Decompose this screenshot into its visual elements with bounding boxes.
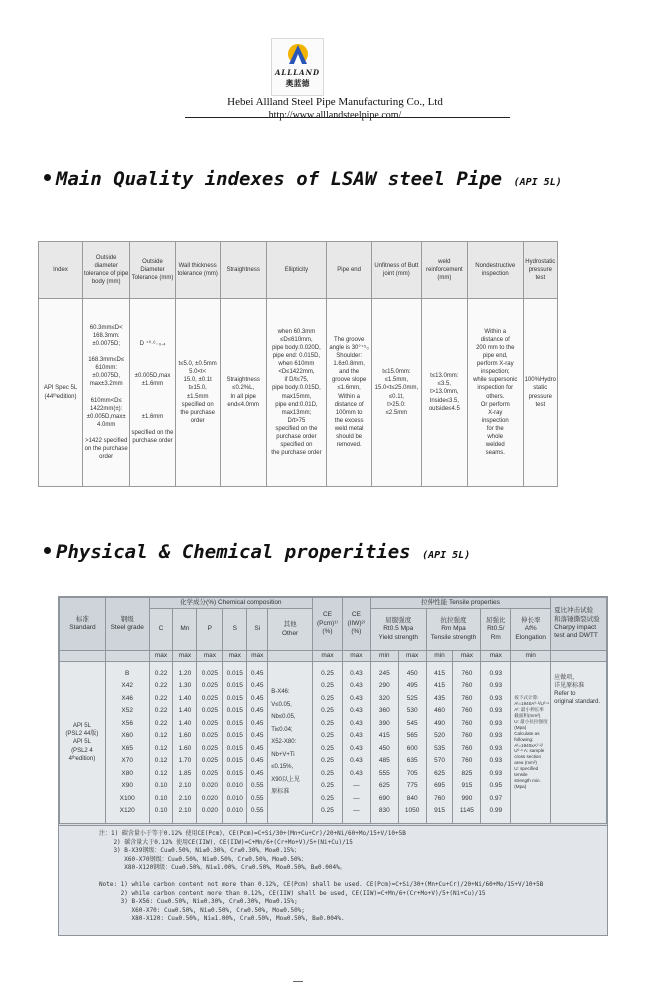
table1-cell: 100%Hydro static pressure test — [523, 299, 557, 487]
table2-group-chemical: 化学成分(%) Chemical composition — [149, 598, 312, 609]
s-column: 0.015 0.015 0.015 0.015 0.015 0.015 0.015 0.015 0.015 0.010 0.010 0.010 — [223, 662, 247, 824]
table1-header: Outside Diameter Tolerance (mm) — [130, 242, 175, 299]
note-line: X80-X120: Cu≤0.50%, Ni≤1.00%, Cr≤0.50%, Mo≤0.50%, B≤0.004%. — [99, 915, 345, 923]
header-divider — [185, 117, 510, 118]
standard-cell: API 5L (PSL2 44版) API 5L (PSL2 4 4ᵗʰedition) — [60, 662, 106, 824]
impact-cell: 应做项， 详见原标准 Refer to original standard. — [551, 662, 607, 824]
bullet-icon — [44, 174, 51, 181]
limit-label: max — [197, 651, 223, 662]
elongation-cell: 按下式计算: Aᶠ=1940A⁰·²/U⁰·⁹ Aᶠ: 最小伸长率 截面积(mm²) U: 最小抗拉强度 (Mpa) Calculate as following: Aᶠ=1940xA⁰·²/ U⁰·⁹ A: sample cross section area (mm²) U: specified tensile strength min. (Mpa) — [511, 662, 551, 824]
limit-label: max — [398, 651, 426, 662]
c-column: 0.22 0.22 0.22 0.22 0.22 0.12 0.12 0.12 0.12 0.10 0.10 0.10 — [149, 662, 173, 824]
table2-data-row — [60, 662, 607, 824]
table2-header-yield: 屈服强度 Rt0.5 Mpa Yield strength — [370, 609, 426, 651]
table1-header: Straightness — [220, 242, 266, 299]
table1-header: Index — [39, 242, 83, 299]
limit-label: max — [247, 651, 268, 662]
table2-header-elongation: 伸长率 Af% Elongation — [511, 609, 551, 651]
si-column: 0.45 0.45 0.45 0.45 0.45 0.45 0.45 0.45 0.45 0.55 0.55 0.55 — [247, 662, 268, 824]
section-title-text: Physical & Chemical properities — [56, 541, 411, 563]
table2-header-chem: P — [197, 609, 223, 651]
note-line: 2) 碳含量大于0.12% 使用CE(IIW)，CE(IIW)=C+Mn/6+(Cr+Mo+V)/5+(Ni+Cu)/15 — [99, 838, 353, 846]
table2-header-chem: S — [223, 609, 247, 651]
table2-header-ce-iiw: CE (IIW)²⁾ (%) — [342, 598, 370, 651]
company-name: Hebei Allland Steel Pipe Manufacturing Co., Ltd — [227, 96, 443, 108]
logo-mountain-icon — [287, 42, 309, 66]
table1-header: Hydrostatic pressure test — [523, 242, 557, 299]
ratio-column: 0.93 0.93 0.93 0.93 0.93 0.93 0.93 0.93 0.93 0.95 0.97 0.99 — [481, 662, 511, 824]
note-line: Note: 1) while carbon content not more than 0.12%, CE(Pcm) shall be used. CE(Pcm)=C+Si/30+(Mn+Cu+Cr)/20+Ni/60+Mo/15+V/10+5B — [99, 880, 544, 888]
limit-label: max — [453, 651, 481, 662]
note-line: 注：1) 碳含量小于等于0.12% 使用CE(Pcm)，CE(Pcm)=C+Si/30+(Mn+Cu+Cr)/20+Ni/60+Mo/15+V/10+5B — [99, 830, 406, 837]
mn-column: 1.20 1.30 1.40 1.40 1.40 1.60 1.60 1.70 1.85 2.10 2.10 2.10 — [173, 662, 197, 824]
table2-header-ratio: 屈强比 Rt0.5/ Rm — [481, 609, 511, 651]
table2-header-impact: 夏比冲击试验 和落锤撕裂试验 Charpy impact test and DWTT — [551, 598, 607, 651]
ce-pcm-column: 0.25 0.25 0.25 0.25 0.25 0.25 0.25 0.25 0.25 0.25 0.25 0.25 — [313, 662, 343, 824]
limit-label: max — [149, 651, 173, 662]
table1-cell: t≤15.0mm: ≤1.5mm, 15.0<t≤25.0mm, ≤0.1t, t>25.0: ≤2.5mm — [372, 299, 422, 487]
table1-cell: when 60.3mm ≤D≤610mm, pipe body:0.020D, pipe end: 0.015D, when 610mm <D≤1422mm, if D/t≤75, pipe body:0.015D, max15mm, pipe end:0.01D, max13mm; D/t>75 specified on the purchase order specified on the purchase order — [266, 299, 327, 487]
table1-cell: t≤5.0, ±0.5mm 5.0<t< 15.0, ±0.1t t≥15.0, ±1.5mm specified on the purchase order — [175, 299, 220, 487]
yield-min-column: 245 290 320 360 390 415 450 485 555 625 690 830 — [370, 662, 398, 824]
notes-block — [59, 825, 607, 935]
table2-header-grade: 钢级 Steel grade — [105, 598, 149, 651]
table2-limit-row — [60, 651, 607, 662]
note-line: X80-X120钢级：Cu≤0.50%，Ni≤1.00%，Cr≤0.50%，Mo≤0.50%，B≤0.004%。 — [99, 864, 346, 872]
limit-label: max — [313, 651, 343, 662]
limit-label: max — [481, 651, 511, 662]
limit-label: max — [342, 651, 370, 662]
section-title-properties — [44, 541, 470, 563]
table1-header: Unfitness of Butt joint (mm) — [372, 242, 422, 299]
limit-label: min — [511, 651, 551, 662]
limit-label: min — [426, 651, 453, 662]
page-number-mark — [293, 981, 303, 984]
table1-cell: D ⁺⁰·⁶₋₀.₄ ±0.005D,max ±1.6mm ±1.6mm specified on the purchase order — [130, 299, 175, 487]
bullet-icon — [44, 547, 51, 554]
table2-header-tensile: 抗拉强度 Rm Mpa Tensile strength — [426, 609, 481, 651]
ce-iiw-column: 0.43 0.43 0.43 0.43 0.43 0.43 0.43 0.43 0.43 — — — — [342, 662, 370, 824]
table1-cell: Within a distance of 200 mm to the pipe end, perform X-ray inspection; while supersonic inspection for others. Or perform X-ray inspection for the whole welded seams. — [467, 299, 523, 487]
grade-column: B X42 X46 X52 X56 X60 X65 X70 X80 X90 X100 X120 — [105, 662, 149, 824]
limit-label — [268, 651, 313, 662]
limit-label: max — [223, 651, 247, 662]
table1-header: Nondestructive inspection — [467, 242, 523, 299]
table1-cell: API Spec 5L (44ᵗʰedition) — [39, 299, 83, 487]
tensile-max-column: 760 760 760 760 760 760 760 760 825 915 990 1145 — [453, 662, 481, 824]
quality-index-table — [38, 241, 558, 487]
other-cell: B-X46: V≤0.05, Nb≤0.05, Ti≤0.04; X52-X80: Nb+V+Ti ≤0.15%, X90以上见 原标准 — [268, 662, 313, 824]
note-line: X60-X70钢级：Cu≤0.50%，Ni≤0.50%，Cr≤0.50%，Mo≤0.50%； — [99, 855, 308, 863]
limit-label: min — [370, 651, 398, 662]
table1-data-row — [39, 299, 558, 487]
table2-header-chem: Mn — [173, 609, 197, 651]
table2-header-standard: 标准 Standard — [60, 598, 106, 651]
company-website[interactable]: http://www.alllandsteelpipe.com/ — [268, 110, 402, 121]
table1-header: Ellipticity — [266, 242, 327, 299]
table1-cell: 60.3mm≤D< 168.3mm: ±0.0075D; 168.3mm≤D≤ 610mm: ±0.0075D, max±3.2mm 610mm<D≤ 1422mm(±): ±0.005D,max± 4.0mm >1422 specified on the purchase order — [82, 299, 129, 487]
table2-header-ce-pcm: CE (Pcm)¹⁾ (%) — [313, 598, 343, 651]
p-column: 0.025 0.025 0.025 0.025 0.025 0.025 0.025 0.025 0.025 0.020 0.020 0.020 — [197, 662, 223, 824]
yield-max-column: 450 495 525 530 545 565 600 635 705 775 840 1050 — [398, 662, 426, 824]
section-title-quality — [44, 168, 562, 190]
table2-header-chem: Si — [247, 609, 268, 651]
section-subtitle: (API 5L) — [513, 177, 562, 188]
table1-header-row — [39, 242, 558, 299]
tensile-min-column: 415 415 435 460 490 520 535 570 625 695 760 915 — [426, 662, 453, 824]
table2-header-other: 其他 Other — [268, 609, 313, 651]
table2-header-chem: C — [149, 609, 173, 651]
note-line: 3) B-X56: Cu≤0.50%, Ni≤0.30%, Cr≤0.30%, Mo≤0.15%; — [99, 898, 298, 906]
section-title-text: Main Quality indexes of LSAW steel Pipe — [56, 168, 503, 190]
logo-chinese-name: 奥蓝德 — [285, 79, 310, 88]
table1-header: Outside diameter tolerance of pipe body (mm) — [82, 242, 129, 299]
table1-header: Wall thickness tolerance (mm) — [175, 242, 220, 299]
physical-chemical-table — [59, 597, 607, 824]
note-line: 3) B-X39钢级：Cu≤0.50%，Ni≤0.30%，Cr≤0.30%，Mo≤0.15%； — [99, 847, 300, 855]
logo-wordmark: ALLLAND — [274, 68, 321, 77]
note-line: X60-X70: Cu≤0.50%, Ni≤0.50%, Cr≤0.50%, Mo≤0.50%; — [99, 906, 305, 914]
properties-table-panel — [58, 596, 608, 936]
note-line: 2) while carbon content more than 0.12%, CE(IIW) shall be used, CE(IIW)=C+Mn/6+(Cr+Mo+V)/5+(Ni+Cu)/15 — [99, 889, 486, 897]
section-subtitle: (API 5L) — [422, 550, 471, 561]
table1-cell: t≤13.0mm: ≤3.5, t>13.0mm, Inside≤3.5, outside≤4.5 — [421, 299, 467, 487]
limit-label: max — [173, 651, 197, 662]
table1-header: weld reinforcement (mm) — [421, 242, 467, 299]
table1-cell: Straightness ≤0.2%L, In all pipe end≤4.0mm — [220, 299, 266, 487]
table2-group-row — [60, 598, 607, 609]
table1-cell: The groove angle is 30°⁺⁵₀ Shoulder: 1.6±0.8mm, and the groove slope ≤1.6mm, Within a distance of 100mm to the excess weld metal should be removed. — [327, 299, 372, 487]
table2-group-tensile: 拉伸性能 Tensile properties — [370, 598, 550, 609]
table1-header: Pipe end — [327, 242, 372, 299]
